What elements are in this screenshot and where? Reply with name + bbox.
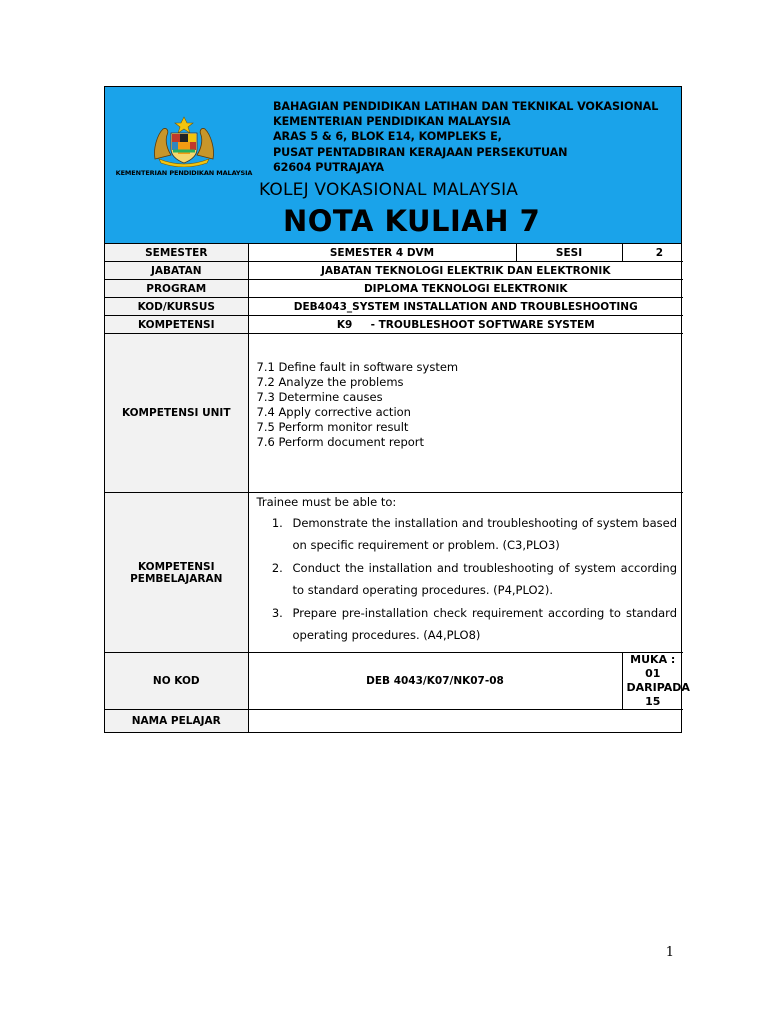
kompetensi-pembelajaran-label: [105, 493, 248, 653]
sesi-value: 2: [622, 244, 683, 262]
no-kod-value: DEB 4043/K07/NK07-08: [248, 653, 622, 710]
nama-pelajar-label: NAMA PELAJAR: [105, 710, 248, 733]
jabatan-value: JABATAN TEKNOLOGI ELEKTRIK DAN ELEKTRONIK: [248, 262, 683, 280]
kod-kursus-value: DEB4043_SYSTEM INSTALLATION AND TROUBLESHOOTING: [248, 298, 683, 316]
daripada-text: DARIPADA 15: [626, 681, 690, 709]
program-row: [105, 280, 683, 298]
kompetensi-unit-row: [105, 334, 683, 493]
kod-kursus-row: [105, 298, 683, 316]
nama-pelajar-row: [105, 710, 683, 733]
learning-outcomes-list: [257, 512, 678, 646]
list-item: 7.2 Analyze the problems: [256, 375, 404, 389]
list-item: 7.3 Determine causes: [256, 390, 383, 404]
muka-text: MUKA : 01: [630, 653, 676, 681]
kompetensi-row: [105, 316, 683, 334]
address-line: 62604 PUTRAJAYA: [273, 160, 384, 174]
label-line: PEMBELAJARAN: [130, 572, 223, 585]
jabatan-row: [105, 262, 683, 280]
address-line: KEMENTERIAN PENDIDIKAN MALAYSIA: [273, 115, 511, 129]
list-item: 3. Prepare pre-installation check requirement according to standard operating procedures. (A4,PLO8): [287, 602, 678, 647]
list-item: 7.1 Define fault in software system: [256, 360, 459, 374]
lecture-note-cover: [104, 86, 690, 733]
semester-value: SEMESTER 4 DVM: [248, 244, 516, 262]
college-name: KOLEJ VOKASIONAL MALAYSIA: [259, 180, 519, 200]
page-number: 1: [665, 945, 674, 960]
sesi-label: SESI: [516, 244, 622, 262]
nama-pelajar-value: [248, 710, 683, 733]
no-kod-label: NO KOD: [105, 653, 248, 710]
address-line: BAHAGIAN PENDIDIKAN LATIHAN DAN TEKNIKAL VOKASIONAL: [273, 100, 659, 113]
coat-of-arms-icon: [149, 115, 219, 167]
program-label: PROGRAM: [105, 280, 248, 298]
kompetensi-pembelajaran-row: [105, 493, 683, 653]
address-line: ARAS 5 & 6, BLOK E14, KOMPLEKS E,: [273, 130, 502, 144]
header-banner: [105, 87, 681, 244]
list-item: 7.5 Perform monitor result: [256, 420, 409, 434]
semester-row: [105, 244, 683, 262]
crest-caption: KEMENTERIAN PENDIDIKAN MALAYSIA: [115, 169, 253, 177]
ministry-crest: [115, 115, 253, 177]
semester-label: SEMESTER: [105, 244, 248, 262]
kompetensi-value: K9 - TROUBLESHOOT SOFTWARE SYSTEM: [248, 316, 683, 334]
jabatan-label: JABATAN: [105, 262, 248, 280]
kod-kursus-label: KOD/KURSUS: [105, 298, 248, 316]
address-line: PUSAT PENTADBIRAN KERAJAAN PERSEKUTUAN: [273, 145, 568, 159]
list-item: 7.6 Perform document report: [256, 435, 425, 449]
label-line: KOMPETENSI: [138, 560, 215, 573]
address-block: [273, 99, 658, 175]
page-count: [622, 653, 690, 710]
list-item: 7.4 Apply corrective action: [256, 405, 411, 419]
kompetensi-pembelajaran-content: [248, 493, 683, 653]
kompetensi-unit-list: [248, 334, 683, 493]
document-title: NOTA KULIAH 7: [283, 204, 541, 238]
list-item: 1. Demonstrate the installation and troubleshooting of system based on specific requirement or problem. (C3,PLO3): [287, 512, 678, 557]
intro-text: Trainee must be able to:: [256, 495, 397, 509]
info-table: [105, 244, 690, 732]
kompetensi-label: KOMPETENSI: [105, 316, 248, 334]
no-kod-row: [105, 653, 683, 710]
kompetensi-unit-label: KOMPETENSI UNIT: [105, 334, 248, 493]
program-value: DIPLOMA TEKNOLOGI ELEKTRONIK: [248, 280, 683, 298]
list-item: 2. Conduct the installation and troubleshooting of system according to standard operating procedures. (P4,PLO2).: [287, 557, 678, 602]
